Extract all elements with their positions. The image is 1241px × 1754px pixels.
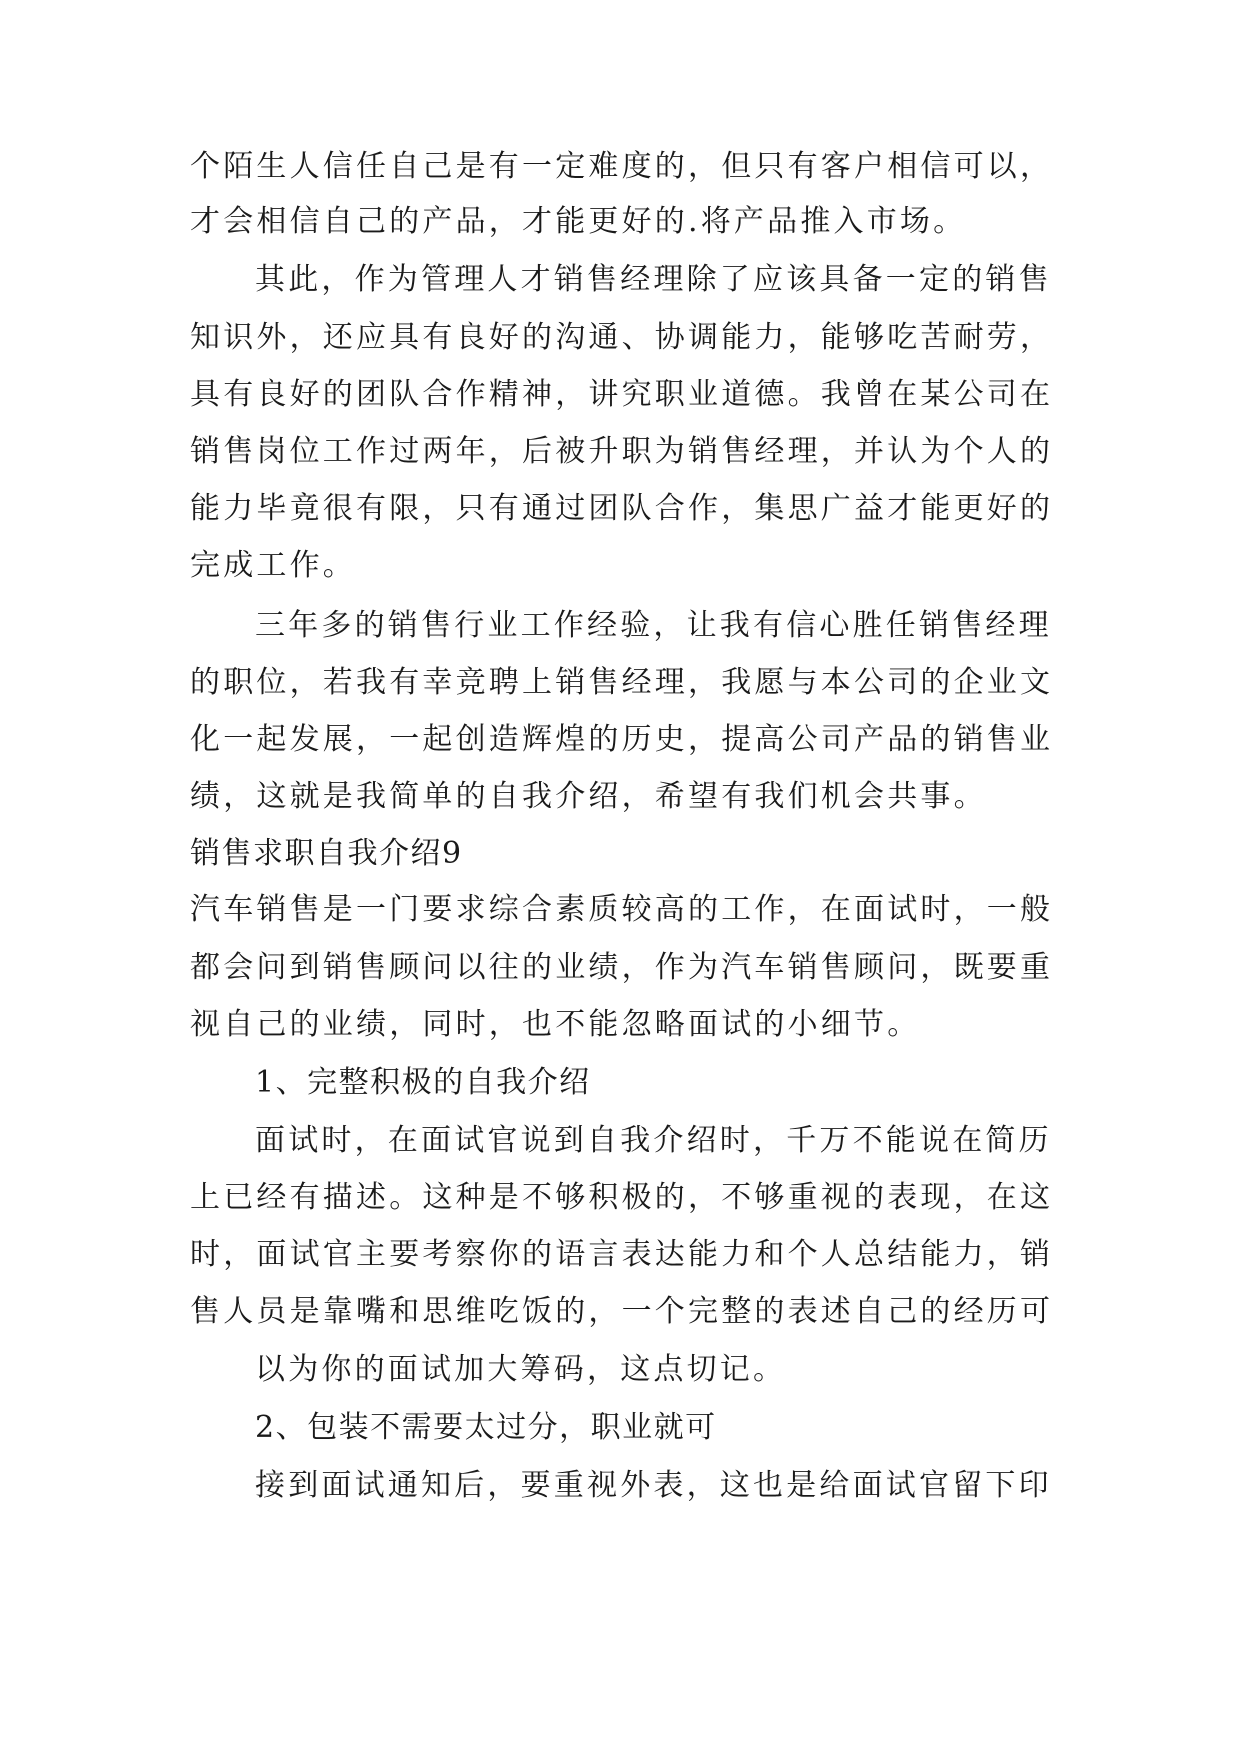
paragraph-line: 汽车销售是一门要求综合素质较高的工作，在面试时，一般	[190, 892, 1054, 927]
paragraph-line: 视自己的业绩，同时，也不能忽略面试的小细节。	[190, 1007, 921, 1042]
paragraph-line: 个陌生人信任自己是有一定难度的，但只有客户相信可以，	[190, 149, 1054, 184]
subheading: 1、完整积极的自我介绍	[255, 1065, 591, 1100]
paragraph-line: 接到面试通知后，要重视外表，这也是给面试官留下印	[255, 1468, 1052, 1503]
paragraph-line: 其此，作为管理人才销售经理除了应该具备一定的销售	[255, 262, 1052, 297]
paragraph-line: 上已经有描述。这种是不够积极的，不够重视的表现，在这	[190, 1180, 1054, 1215]
paragraph-line: 时，面试官主要考察你的语言表达能力和个人总结能力，销	[190, 1237, 1054, 1272]
paragraph-line: 三年多的销售行业工作经验，让我有信心胜任销售经理	[255, 608, 1052, 643]
paragraph-line: 售人员是靠嘴和思维吃饭的，一个完整的表述自己的经历可	[190, 1294, 1054, 1329]
paragraph-line: 绩，这就是我简单的自我介绍，希望有我们机会共事。	[190, 779, 987, 814]
paragraph-line: 知识外，还应具有良好的沟通、协调能力，能够吃苦耐劳，	[190, 320, 1054, 355]
paragraph-line: 能力毕竟很有限，只有通过团队合作，集思广益才能更好的	[190, 491, 1054, 526]
paragraph-line: 面试时，在面试官说到自我介绍时，千万不能说在简历	[255, 1123, 1052, 1158]
paragraph-line: 完成工作。	[190, 548, 356, 583]
subheading: 2、包装不需要太过分，职业就可	[255, 1410, 717, 1445]
section-heading: 销售求职自我介绍9	[190, 836, 463, 871]
paragraph-line: 才会相信自己的产品，才能更好的.将产品推入市场。	[190, 204, 967, 239]
paragraph-line: 以为你的面试加大筹码，这点切记。	[255, 1352, 787, 1387]
paragraph-line: 化一起发展，一起创造辉煌的历史，提高公司产品的销售业	[190, 722, 1054, 757]
paragraph-line: 的职位，若我有幸竞聘上销售经理，我愿与本公司的企业文	[190, 665, 1054, 700]
paragraph-line: 具有良好的团队合作精神，讲究职业道德。我曾在某公司在	[190, 377, 1054, 412]
paragraph-line: 都会问到销售顾问以往的业绩，作为汽车销售顾问，既要重	[190, 950, 1054, 985]
paragraph-line: 销售岗位工作过两年，后被升职为销售经理，并认为个人的	[190, 434, 1054, 469]
